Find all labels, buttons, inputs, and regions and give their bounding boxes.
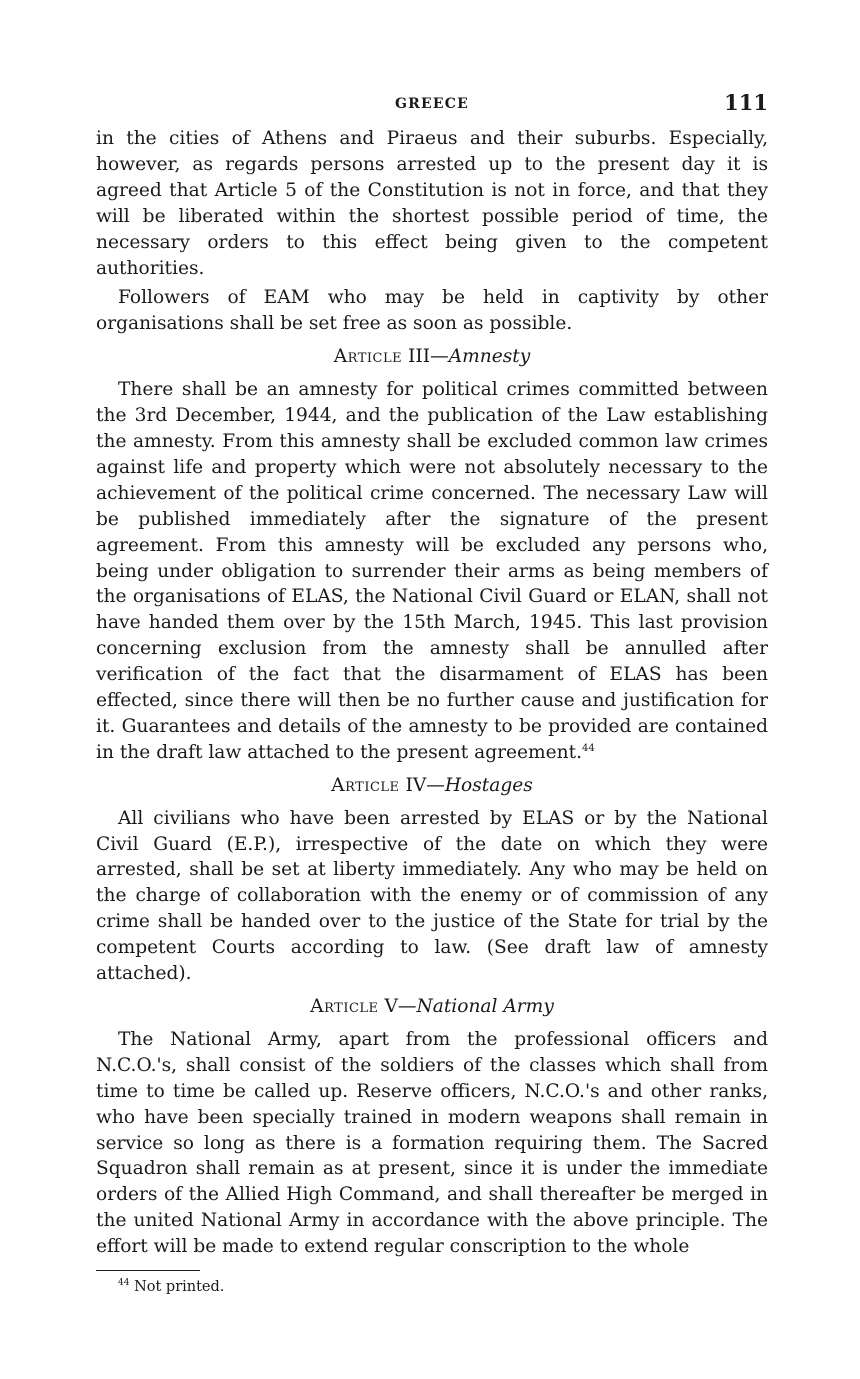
footnote-divider bbox=[96, 1270, 200, 1271]
article-number: V bbox=[384, 996, 398, 1017]
footnote-marker: 44 bbox=[118, 1278, 130, 1289]
page-number: 111 bbox=[724, 90, 768, 115]
paragraph-amnesty-text: There shall be an amnesty for political crimes committed between the 3rd December, 1944, and the publication of the Law establishing the amnesty. From this amnesty shall be excluded common law crimes against life and property which were not absolutely necessary to the achievement of the political crime concerned. The necessary Law will be published immediately after the signature of the present agreement. From this amnesty will be excluded any persons who, being under obligation to surrender their arms as being members of the organisations of ELAS, the National Civil Guard or ELAN, shall not have handed them over by the 15th March, 1945. This last provision concerning exclusion from the amnesty shall be annulled after verification of the fact that the disarmament of ELAS has been effected, since there will then be no further cause and justification for it. Guarantees and details of the amnesty to be provided are contained in the draft law attached to the present agreement. bbox=[96, 379, 768, 763]
article-dash: — bbox=[397, 996, 417, 1017]
paragraph-hostages: All civilians who have been arrested by ELAS or by the National Civil Guard (E.P.), irrespective of the date on which they were arrested, shall be set at liberty immediately. Any who may be held on the charge of collaboration with the enemy or of commission of any crime shall be handed over to the justice of the State for trial by the competent Courts according to law. (See draft law of amnesty attached). bbox=[96, 807, 768, 985]
article-word: Article bbox=[331, 774, 400, 796]
article-number: III bbox=[408, 346, 431, 368]
paragraph-national-army: The National Army, apart from the professional officers and N.C.O.'s, shall consist of the soldiers of the classes which shall from time to time be called up. Reserve officers, N.C.O.'s and other ranks, who have been specially trained in modern weapons shall remain in service so long as there is a formation requiring them. The Sacred Squadron shall remain as at present, since it is under the immediate orders of the Allied High Command, and shall thereafter be merged in the united National Army in accordance with the above principle. The effort will be made to extend regular conscription to the whole bbox=[96, 1028, 768, 1258]
running-head bbox=[96, 88, 768, 122]
article-dash: — bbox=[430, 346, 449, 368]
article-word: Article bbox=[333, 346, 403, 368]
paragraph-continuation: in the cities of Athens and Piraeus and their suburbs. Especially, however, as regards persons arrested up to the present day it is agreed that Article 5 of the Constitution is not in force, and that they will be liberated within the shortest possible period of time, the necessary orders to this effect being given to the competent authorities. bbox=[96, 128, 768, 279]
article-subject: National Army bbox=[416, 996, 554, 1017]
document-page bbox=[96, 88, 768, 1297]
running-head-title: GREECE bbox=[395, 96, 469, 112]
article-heading-hostages bbox=[96, 773, 768, 799]
article-number: IV bbox=[405, 774, 427, 796]
paragraph-amnesty bbox=[96, 377, 768, 766]
article-word: Article bbox=[310, 996, 379, 1017]
body-text bbox=[96, 126, 768, 1260]
footnote-reference: 44 bbox=[582, 742, 595, 754]
article-heading-amnesty bbox=[96, 344, 768, 370]
paragraph-eam-followers: Followers of EAM who may be held in captivity by other organisations shall be set free as soon as possible. bbox=[96, 287, 768, 335]
article-subject: Amnesty bbox=[448, 346, 531, 368]
article-heading-national-army bbox=[96, 994, 768, 1020]
article-dash: — bbox=[426, 774, 445, 796]
footnote bbox=[118, 1277, 768, 1297]
article-subject: Hostages bbox=[444, 774, 533, 796]
footnote-text: Not printed. bbox=[134, 1279, 225, 1296]
